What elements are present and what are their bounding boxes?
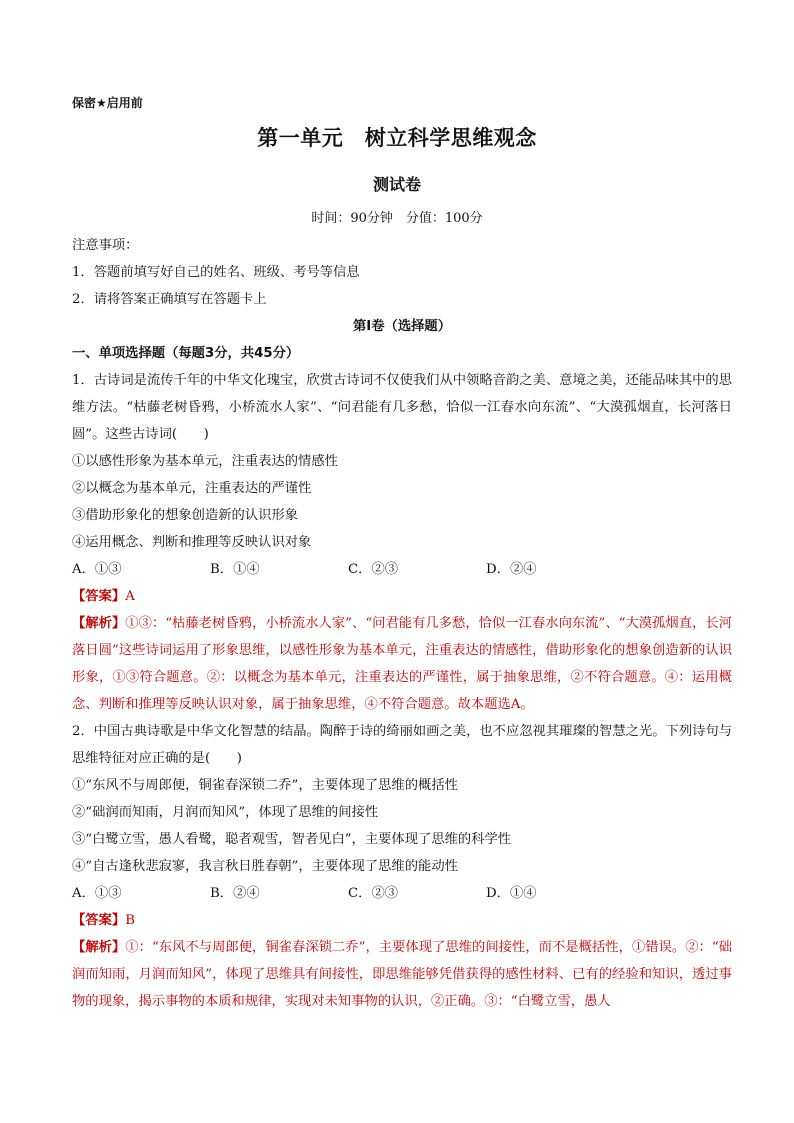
answer-tag: 【答案】 [72, 913, 126, 928]
choice-b: B．②④ [210, 886, 260, 901]
notes-heading: 注意事项： [72, 238, 139, 253]
question-1-option: ①以感性形象为基本单元，注重表达的情感性 [72, 454, 338, 469]
answer-value: A [125, 589, 135, 604]
choice-b: B．①④ [210, 562, 260, 577]
question-1-analysis [72, 610, 732, 718]
part-title: 一、单项选择题（每题3分，共45分） [72, 346, 300, 361]
question-2-option: ④“自古逢秋悲寂寥，我言秋日胜春朝”，主要体现了思维的能动性 [72, 859, 458, 874]
note-item: 1．答题前填写好自己的姓名、班级、考号等信息 [72, 265, 360, 280]
question-1-stem: 1．古诗词是流传千年的中华文化瑰宝，欣赏古诗词不仅使我们从中领略音韵之美、意境之美，还能品味其中的思维方法。“枯藤老树昏鸦，小桥流水人家”、“问君能有几多愁，恰似一江春水向东流”、“大漠孤烟直，长河落日圆”。这些古诗词( ) [72, 373, 733, 442]
question-2-option: ①“东风不与周郎便，铜雀春深锁二乔”，主要体现了思维的概括性 [72, 778, 458, 793]
choice-d: D．①④ [486, 886, 537, 901]
question-2-analysis [72, 934, 732, 1015]
page-title: 第一单元 树立科学思维观念 [257, 126, 537, 150]
question-1-option: ②以概念为基本单元，注重表达的严谨性 [72, 481, 312, 496]
choice-c: C．②③ [348, 886, 399, 901]
answer-value: B [125, 913, 135, 928]
question-1-choices [72, 556, 732, 583]
note-item: 2．请将答案正确填写在答题卡上 [72, 292, 267, 307]
choice-c: C．②③ [348, 562, 399, 577]
question-1-option: ③借助形象化的想象创造新的认识形象 [72, 508, 299, 523]
question-1-answer [72, 583, 732, 610]
question-1-option: ④运用概念、判断和推理等反映认识对象 [72, 535, 312, 550]
page-subtitle: 测试卷 [372, 175, 421, 194]
analysis-text: ①：“东风不与周郎便，铜雀春深锁二乔”，主要体现了思维的间接性，而不是概括性，①错误。②：“础润而知雨，月润而知风”，体现了思维具有间接性，即思维能够凭借获得的感性材料、已有的经验和知识，透过事物的现象，揭示事物的本质和规律，实现对未知事物的认识，②正确。③：“白鹭立雪，愚人 [72, 940, 732, 1009]
choice-a: A．①③ [72, 562, 122, 577]
confidential-label: 保密★启用前 [72, 96, 143, 110]
choice-d: D．②④ [486, 562, 537, 577]
analysis-tag: 【解析】 [72, 940, 126, 955]
analysis-text: ①③：“枯藤老树昏鸦，小桥流水人家”、“问君能有几多愁，恰似一江春水向东流”、“大漠孤烟直，长河落日圆”这些诗词运用了形象思维，以感性形象为基本单元，注重表达的情感性，借助形象化的想象创造新的认识形象，①③符合题意。②：以概念为基本单元，注重表达的严谨性，属于抽象思维，②不符合题意。④：运用概念、判断和推理等反映认识对象，属于抽象思维，④不符合题意。故本题选A。 [72, 616, 732, 712]
analysis-tag: 【解析】 [72, 616, 126, 631]
question-2-option: ③“白鹭立雪，愚人看鹭，聪者观雪，智者见白”，主要体现了思维的科学性 [72, 832, 512, 847]
time-score-line: 时间：90分钟 分值：100分 [311, 211, 483, 226]
choice-a: A．①③ [72, 886, 122, 901]
section-title: 第I卷（选择题） [352, 319, 452, 334]
exam-content [72, 232, 732, 1015]
question-2-choices [72, 880, 732, 907]
question-2-option: ②“础润而知雨，月润而知风”，体现了思维的间接性 [72, 805, 379, 820]
answer-tag: 【答案】 [72, 589, 126, 604]
question-2-answer [72, 907, 732, 934]
question-2-stem: 2．中国古典诗歌是中华文化智慧的结晶。陶醉于诗的绮丽如画之美，也不应忽视其璀璨的智慧之光。下列诗句与思维特征对应正确的是( ) [72, 724, 733, 766]
